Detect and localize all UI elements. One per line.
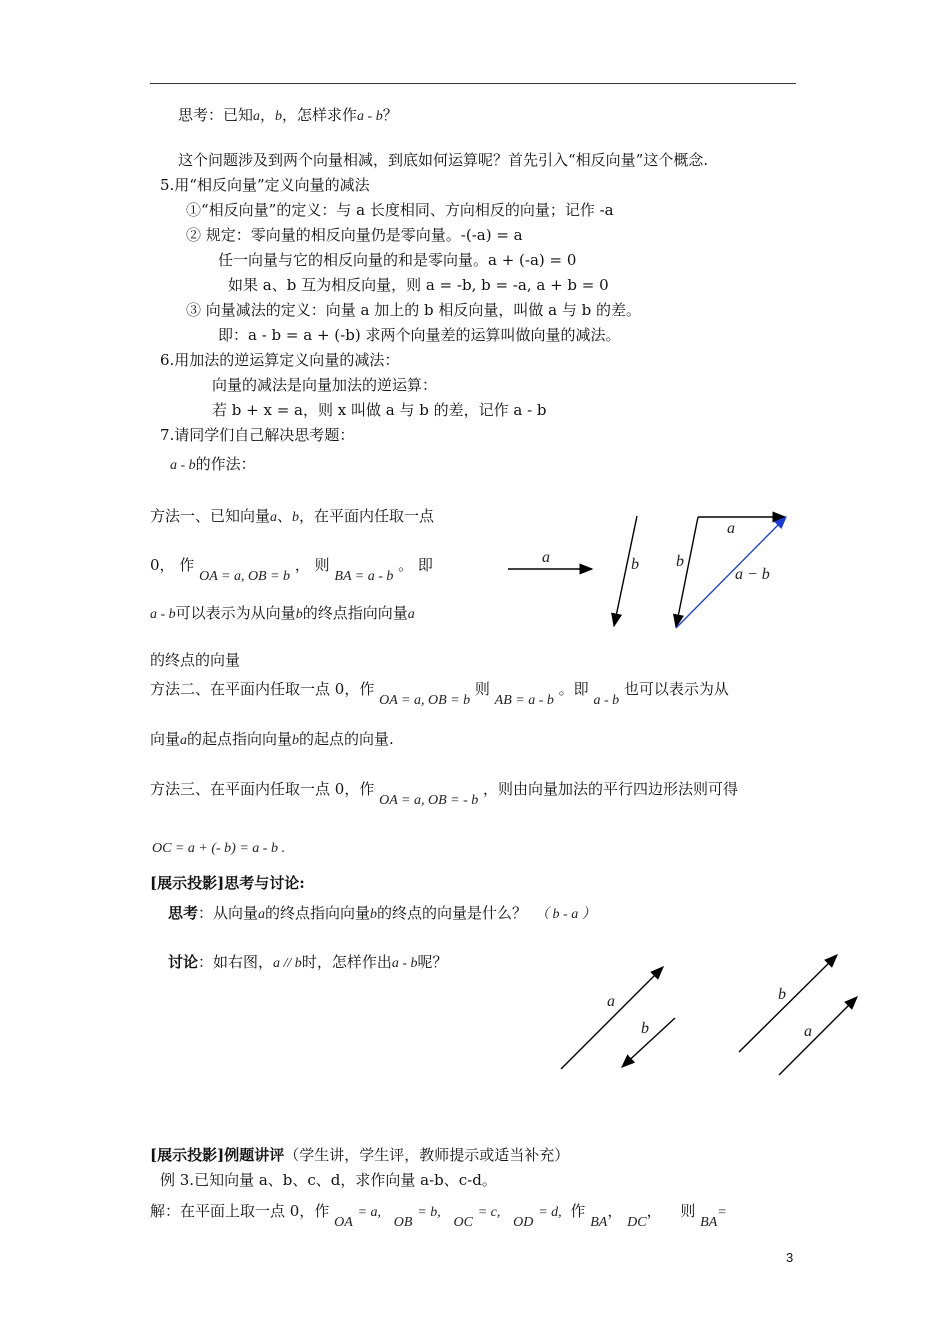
discuss-heading: [展示投影]思考与讨论: [150, 874, 305, 892]
sec5-item3b: 即：a - b = a + (-b) 求两个向量差的运算叫做向量的减法。 [218, 326, 621, 344]
m1-line3: a - b可以表示为从向量b的终点指向向量a [150, 604, 415, 622]
m1-line2: 0， 作 OA = a, OB = b ， 则 BA = a - b 。 即 [150, 556, 433, 584]
solution-line: 解：在平面上取一点 0，作 OA = a, OB = b, OC = c, OD = d, 作 BA， DC， 则 BA= [150, 1202, 727, 1230]
sec5-item2: ② 规定：零向量的相反向量仍是零向量。-(-a) = a [186, 226, 523, 244]
sec7-title: 7.请同学们自己解决思考题： [160, 426, 355, 444]
sec6-line2: 若 b + x = a，则 x 叫做 a 与 b 的差，记作 a - b [212, 401, 547, 419]
fig2-label-4: a [804, 1023, 812, 1040]
page-number: 3 [786, 1250, 794, 1265]
sec6-line1: 向量的减法是向量加法的逆运算： [212, 376, 438, 394]
m1-line1: 方法一、已知向量a、b，在平面内任取一点 [150, 507, 435, 525]
parallel-a-arrow [561, 967, 663, 1069]
fig2-label-3: b [778, 986, 786, 1003]
example-3: 例 3.已知向量 a、b、c、d，求作向量 a-b、c-d。 [160, 1171, 497, 1189]
discuss-question: 讨论：如右图，a // b时，怎样作出a - b呢？ [168, 953, 448, 971]
sec6-title: 6.用加法的逆运算定义向量的减法： [160, 351, 400, 369]
fig1-label-a: a [542, 549, 550, 566]
fig1-label-b2: b [676, 553, 684, 570]
think-question: 思考：从向量a的终点指向向量b的终点的向量是什么？ （ b - a ） [168, 904, 596, 922]
sec5-title: 5.用“相反向量”定义向量的减法 [160, 176, 370, 194]
sec5-item2c: 如果 a、b 互为相反向量，则 a = -b, b = -a, a + b = 0 [228, 276, 609, 294]
intro-line: 这个问题涉及到两个向量相减，到底如何运算呢？首先引入“相反向量”这个概念. [178, 151, 709, 169]
method-heading: a - b的作法： [170, 455, 256, 473]
m2-line2: 向量a的起点指向向量b的起点的向量. [150, 730, 394, 748]
fig1-label-b: b [631, 556, 639, 573]
parallel-b2-arrow [739, 955, 837, 1052]
fig2-label-1: a [607, 993, 615, 1010]
fig1-label-diff: a − b [735, 566, 770, 583]
example-heading: [展示投影]例题讲评（学生讲，学生评，教师提示或适当补充） [150, 1146, 570, 1164]
sec5-item3: ③ 向量减法的定义：向量 a 加上的 b 相反向量，叫做 a 与 b 的差。 [186, 301, 642, 319]
parallel-a2-arrow [779, 997, 857, 1075]
fig2-label-2: b [641, 1020, 649, 1037]
m2-line1: 方法二、在平面内任取一点 0，作 OA = a, OB = b 则 AB = a - b 。即 a - b 也可以表示为从 [150, 680, 729, 708]
sec5-item1: ①“相反向量”的定义：与 a 长度相同、方向相反的向量；记作 -a [186, 201, 614, 219]
fig1-label-a2: a [727, 520, 735, 537]
m1-line4: 的终点的向量 [150, 651, 241, 669]
think-line: 思考：已知a，b，怎样求作a - b？ [178, 106, 398, 124]
m3-line2: OC = a + (- b) = a - b . [152, 841, 285, 856]
sec5-item2b: 任一向量与它的相反向量的和是零向量。a + (-a) = 0 [218, 251, 577, 269]
m3-line1: 方法三、在平面内任取一点 0，作 OA = a, OB = - b ，则由向量加法的平行四边形法则可得 [150, 780, 739, 808]
